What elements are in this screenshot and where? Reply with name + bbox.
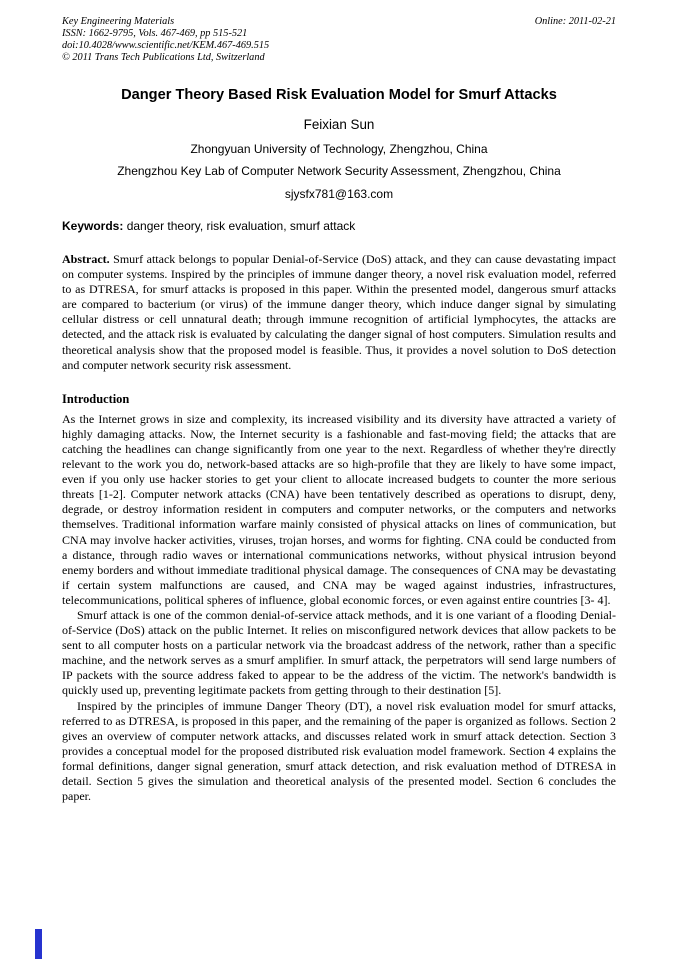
keywords-line xyxy=(62,219,616,234)
keywords-label: Keywords: xyxy=(62,219,124,233)
author-email: sjysfx781@163.com xyxy=(284,187,394,201)
online-date: Online: 2011-02-21 xyxy=(534,16,616,27)
intro-paragraph-1: As the Internet grows in size and complexity, its increased visibility and its diversity have attracted a variety of highly damaging attacks. Now, the Internet security is a fashionable and fast-moving field; the attacks that are catching the headlines can change significantly from one year to the next. Regardless of whether they're directly relevant to the work you do, network-based attacks are so high-profile that they are likely to have some impact, even if you only use hacker stories to get your client to allocate increased budgets to counter the more serious threats [1-2]. Computer network attacks (CNA) have been tentatively described as operations to disrupt, deny, degrade, or destroy information resident in computers and computer networks, or the computers and networks themselves. Traditional information warfare mainly consisted of physical attacks on lines of communication, but CNA may involve hacker activities, viruses, trojan horses, and worms for fighting. CNA could be conducted from a distance, through radio waves or international communications networks, without physical intrusion beyond enemy borders and without immediate traditional physical damage. The consequences of CNA may be devastating if certain system malfunctions are caused, and CNA may be waged against industries, infrastructures, telecommunications, political spheres of influence, global economic forces, or even against entire countries [3- 4]. xyxy=(62,411,616,607)
keywords-text: danger theory, risk evaluation, smurf attack xyxy=(123,219,356,233)
page-bottom-marker xyxy=(35,929,42,959)
header-left-block xyxy=(62,16,269,64)
journal-name: Key Engineering Materials xyxy=(62,16,175,27)
intro-paragraph-3: Inspired by the principles of immune Danger Theory (DT), a novel risk evaluation model for smurf attacks, referred to as DTRESA, is proposed in this paper, and the remaining of the paper is organized as follows. Section 2 gives an overview of computer network attacks, and discusses related work in smurf attack detection. Section 3 provides a conceptual model for the proposed distributed risk evaluation model framework. Section 4 explains the formal definitions, danger signal generation, smurf attack detection, and risk evaluation method of DTRESA in detail. Section 5 gives the simulation and theoretical analysis of the presented model. Section 6 concludes the paper. xyxy=(62,698,616,804)
affiliation-1: Zhongyuan University of Technology, Zhengzhou, China xyxy=(190,142,488,156)
author-name: Feixian Sun xyxy=(303,117,375,132)
issn-line: ISSN: 1662-9795, Vols. 467-469, pp 515-521 xyxy=(62,28,248,39)
doi-line: doi:10.4028/www.scientific.net/KEM.467-469.515 xyxy=(62,40,270,51)
copyright-line: © 2011 Trans Tech Publications Ltd, Switzerland xyxy=(62,52,265,63)
paper-header xyxy=(62,16,616,64)
section-heading-introduction: Introduction xyxy=(62,391,130,406)
abstract-label: Abstract. xyxy=(62,252,110,266)
paper-title: Danger Theory Based Risk Evaluation Model for Smurf Attacks xyxy=(121,87,557,103)
abstract-text: Smurf attack belongs to popular Denial-of-Service (DoS) attack, and they can cause devastating impact on computer systems. Inspired by the principles of immune danger theory, a novel risk evaluation model, referred to as DTRESA, for smurf attacks is proposed in this paper. Within the presented model, dangerous smurf attacks are compared to bacterium (or virus) of the immune danger theory, which induce danger signal by simulating cellular distress or cell unnatural death; through immune recognition of artificial lymphocytes, the attacks are detected, and the attack risk is evaluated by calculating the danger signal of host computers. Simulation results and theoretical analysis show that the proposed model is feasible. Thus, it provides a novel solution to DoS detection and computer network security risk assessment. xyxy=(62,252,616,372)
intro-paragraph-2: Smurf attack is one of the common denial-of-service attack methods, and it is one variant of a flooding Denial-of-Service (DoS) attack on the public Internet. It relies on misconfigured network devices that allow packets to be sent to all computer hosts on a particular network via the broadcast address of the network, rather than a specific machine, and the network serves as a smurf amplifier. In smurf attack, the perpetrators will send large numbers of IP packets with the source address faked to appear to be the address of the victim. The network's bandwidth is quickly used up, preventing legitimate packets from getting through to their destination [5]. xyxy=(62,607,616,698)
affiliation-2: Zhengzhou Key Lab of Computer Network Security Assessment, Zhengzhou, China xyxy=(117,164,561,178)
abstract-paragraph xyxy=(62,252,616,373)
